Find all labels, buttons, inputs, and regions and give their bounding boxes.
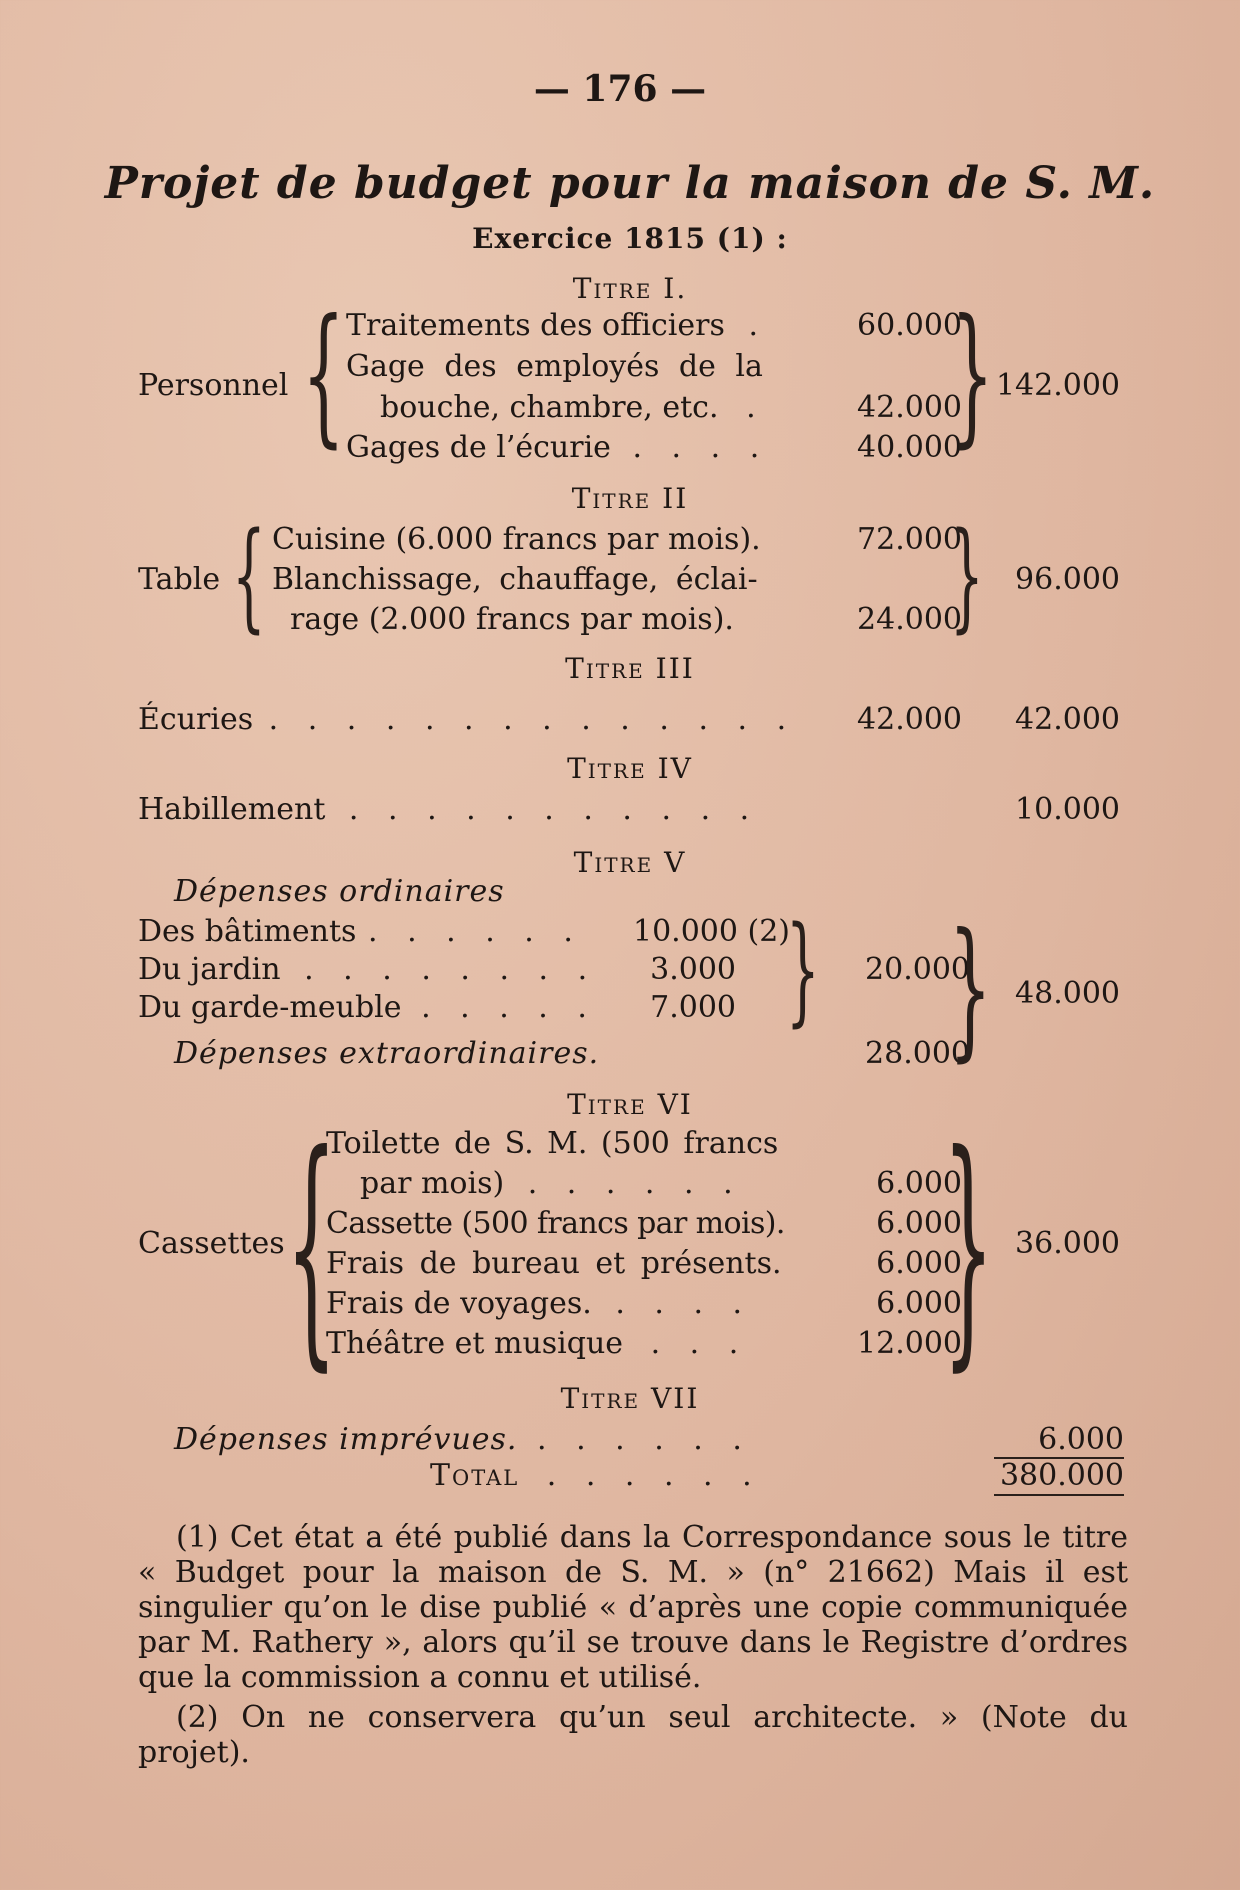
right-brace-icon: { [942, 1101, 994, 1392]
line-label: Du garde-meuble [138, 990, 402, 1025]
leader-dots: . . . . . . [546, 1458, 762, 1493]
line-label: Traitements des officiers [346, 308, 725, 343]
line-amount: 28.000 [865, 1036, 970, 1071]
line-label: Des bâtiments [138, 914, 357, 949]
line-item [380, 390, 766, 426]
line-item: Blanchissage, chauffage, éclai- [272, 562, 758, 597]
leader-dots: . . . . . [421, 990, 597, 1025]
right-brace-icon: { [948, 902, 992, 1076]
left-brace-icon: { [232, 506, 266, 644]
line-label: Du jardin [138, 952, 281, 987]
line-amount: 60.000 [857, 308, 962, 343]
group-total: 36.000 [1015, 1226, 1120, 1261]
leader-dots: . [748, 308, 768, 343]
line-item: rage (2.000 francs par mois). [290, 602, 734, 637]
line-label: bouche, chambre, etc. [380, 390, 719, 425]
group-total: 142.000 [995, 368, 1120, 403]
line-item [360, 1166, 743, 1202]
line-amount: 72.000 [857, 522, 962, 557]
group-label-cassettes: Cassettes [138, 1226, 285, 1261]
subheading-ordinaires: Dépenses ordinaires [174, 874, 505, 909]
total-line [430, 1458, 762, 1494]
grand-total-amount: 380.000 [999, 1458, 1124, 1493]
line-item: Cuisine (6.000 francs par mois). [272, 522, 761, 557]
line-amount: 6.000 [876, 1246, 962, 1281]
line-amount: 7.000 [650, 990, 736, 1025]
group-total: 10.000 [1015, 792, 1120, 827]
line-label: Écuries [138, 702, 254, 737]
leader-dots: . . . . . . . . [304, 952, 598, 987]
leader-dots: . . . . . . [527, 1166, 743, 1201]
leader-dots: . . . . . . . . . . . [348, 792, 760, 827]
titre-5-heading: Titre V [573, 846, 687, 879]
titre-1-heading: Titre I. [572, 272, 688, 305]
group-label-personnel: Personnel [138, 368, 289, 403]
line-label: Dépenses imprévues. [174, 1422, 518, 1457]
line-amount: 42.000 [857, 390, 962, 425]
left-brace-icon: { [302, 288, 345, 462]
titre-7-heading: Titre VII [560, 1382, 700, 1415]
line-amount: 6.000 [876, 1166, 962, 1201]
line-label: Théâtre et musique [326, 1326, 624, 1361]
line-label: Habillement [138, 792, 326, 827]
line-amount: 6.000 [876, 1206, 962, 1241]
line-item: Cassette (500 francs par mois). [326, 1206, 785, 1241]
line-label: par mois) [360, 1166, 505, 1201]
right-brace-icon: { [950, 288, 994, 462]
leader-dots: . . . [650, 1326, 749, 1361]
titre-3-heading: Titre III [565, 652, 695, 685]
line-amount: 40.000 [857, 430, 962, 465]
right-brace-icon: { [785, 900, 820, 1038]
page-title: Projet de budget pour la maison de S. M. [104, 158, 1156, 209]
line-item: Gage des employés de la [346, 349, 763, 384]
line-item [138, 792, 759, 828]
left-brace-icon: { [286, 1101, 337, 1392]
leader-dots: . . . . . . [537, 1422, 752, 1457]
group-total: 6.000 [1038, 1422, 1124, 1457]
total-label: Total [430, 1458, 520, 1493]
footnote-2: (2) On ne conservera qu’un seul architecte. » (Note du projet). [138, 1700, 1128, 1770]
leader-dots: . . . . . . . . . . . . . . [268, 702, 797, 737]
leader-dots: . . . . [632, 430, 770, 465]
sum-rule [994, 1494, 1124, 1496]
line-amount: 6.000 [876, 1286, 962, 1321]
line-item [138, 914, 583, 950]
line-amount: 24.000 [857, 602, 962, 637]
line-item [326, 1326, 748, 1362]
leader-dots: . . . . [615, 1286, 753, 1321]
line-amount: 12.000 [857, 1326, 962, 1361]
line-amount: 42.000 [857, 702, 962, 737]
line-amount: 3.000 [650, 952, 736, 987]
leader-dots: . [746, 390, 766, 425]
line-item [138, 702, 796, 738]
leader-dots: . . . . . . [368, 914, 583, 949]
line-item: Frais de bureau et présents. [326, 1246, 782, 1281]
line-item [346, 430, 769, 466]
line-amount: 10.000 (2) [632, 914, 790, 949]
titre-6-heading: Titre VI [567, 1088, 693, 1121]
titre-4-heading: Titre IV [567, 752, 693, 785]
exercice-heading: Exercice 1815 (1) : [472, 222, 788, 255]
group-total: 96.000 [1015, 562, 1120, 597]
line-label: Frais de voyages. [326, 1286, 592, 1321]
line-item [326, 1286, 752, 1322]
right-brace-icon: { [949, 506, 984, 644]
page-number: — 176 — [533, 68, 707, 110]
line-item [138, 952, 597, 988]
footnote-1: (1) Cet état a été publié dans la Correspondance sous le titre « Budget pour la maison de S. M. » (n° 21662) Mais il est singulier qu’on le dise publié « d’après une copie communiquée par M. Rathery », alors qu’il se trouve dans le Registre d’ordres que la commission a connu et utilisé. [138, 1520, 1128, 1695]
titre-2-heading: Titre II [571, 482, 689, 515]
line-item: Toilette de S. M. (500 francs [326, 1126, 779, 1161]
subheading-extraordinaires: Dépenses extraordinaires. [174, 1036, 600, 1071]
group-total: 42.000 [1015, 702, 1120, 737]
group-label-table: Table [138, 562, 221, 597]
line-item [138, 990, 597, 1026]
line-label: Gages de l’écurie [346, 430, 611, 465]
line-item [174, 1422, 752, 1458]
line-item [346, 308, 768, 344]
group-total: 48.000 [1015, 976, 1120, 1011]
subtotal-amount: 20.000 [865, 952, 970, 987]
